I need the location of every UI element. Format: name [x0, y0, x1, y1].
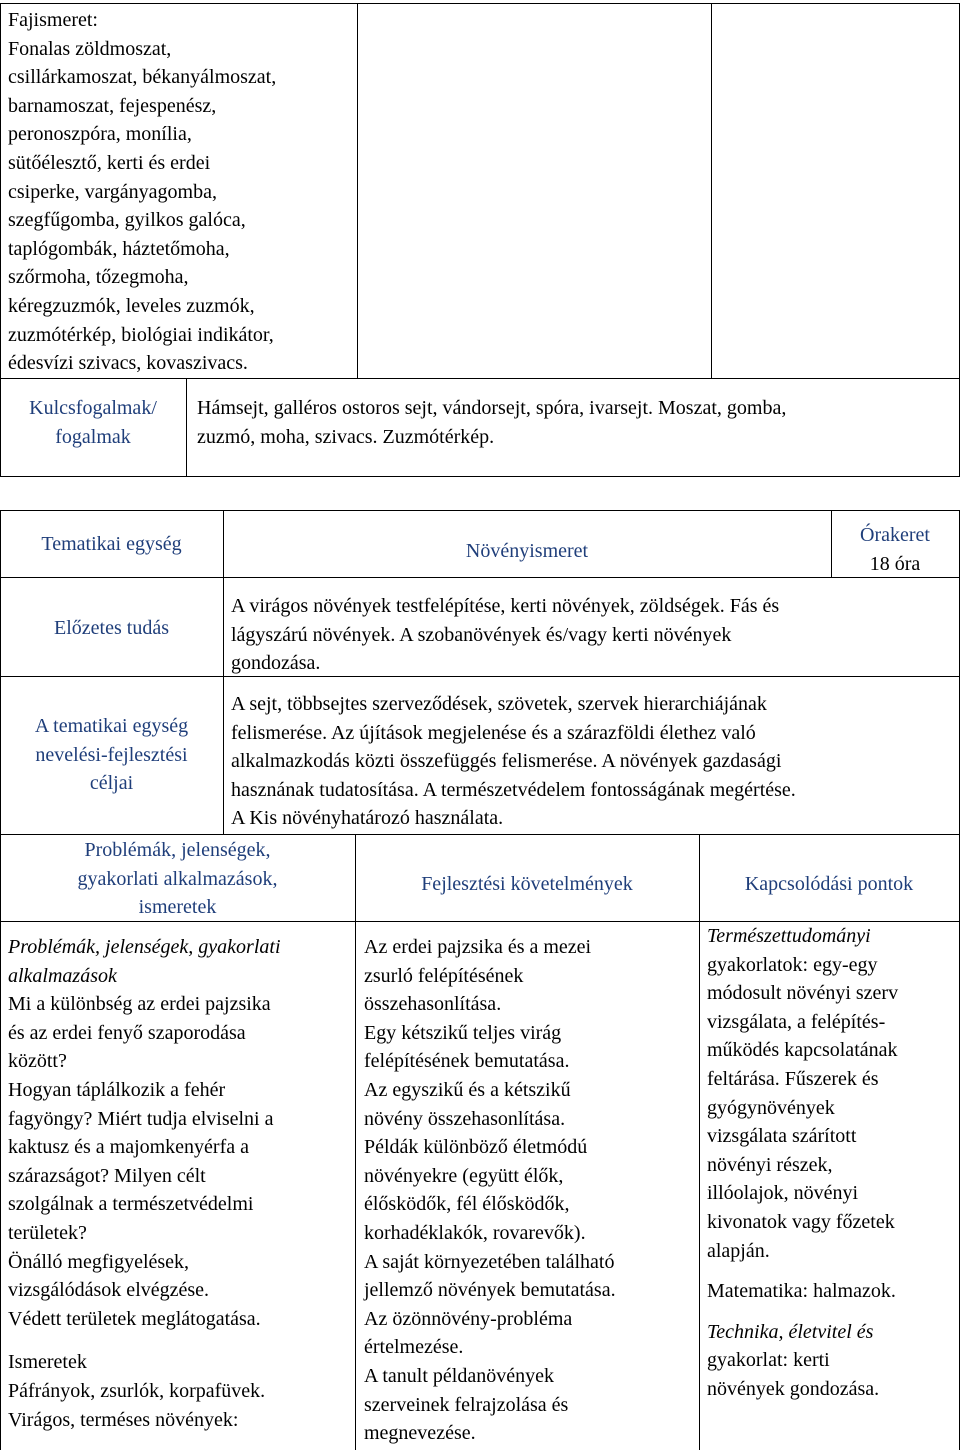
fajismeret-line: zuzmótérkép, biológiai indikátor,	[8, 323, 274, 346]
col2-line: értelmezése.	[364, 1336, 464, 1359]
col1-italic-heading	[8, 933, 353, 962]
col3-block2: Matematika: halmazok.	[707, 1280, 896, 1303]
top-table-border-top	[0, 3, 960, 4]
kulcsfogalmak-label	[0, 394, 186, 451]
top-table-label-divider	[186, 378, 187, 477]
col3-block1-line: működés kapcsolatának	[707, 1039, 898, 1062]
fajismeret-line: csillárkamoszat, békanyálmoszat,	[8, 66, 277, 89]
col1-problem-line: fagyöngy? Miért tudja elviselni a	[8, 1107, 274, 1130]
celok-line: alkalmazkodás közti összefüggés felismerése. A növények gazdasági	[231, 750, 782, 773]
fajismeret-line: barnamoszat, fejespenész,	[8, 94, 217, 117]
col3-block1-italic-text: Természettudományi	[707, 925, 871, 947]
col2-line: Egy kétszikű teljes virág	[364, 1021, 562, 1044]
celok-label	[0, 712, 223, 798]
col1-header-line: ismeretek	[138, 896, 217, 919]
unit-table-row-divider-1	[0, 577, 960, 578]
kulcsfogalmak-label-line: fogalmak	[55, 425, 131, 448]
col1-problem-line: Mi a különbség az erdei pajzsika	[8, 993, 271, 1016]
elozetes-tudas-value	[231, 592, 956, 678]
col3-block3-italic-text: Technika, életvitel és	[707, 1320, 874, 1343]
fajismeret-line: kéregzuzmók, leveles zuzmók,	[8, 294, 255, 317]
col2-line: Példák különböző életmódú	[364, 1136, 588, 1159]
col2-line: növény összehasonlítása.	[364, 1107, 566, 1130]
top-table-border-bottom	[0, 476, 960, 477]
col2-line: zsurló felépítésének	[364, 964, 524, 987]
col3-block1-line: növényi részek,	[707, 1153, 833, 1176]
celok-line: felismerése. Az újítások megjelenése és a szárazföldi élethez való	[231, 721, 756, 744]
orakeret-cell	[831, 521, 959, 578]
col1-header-line: Problémák, jelenségek,	[84, 839, 271, 861]
top-table-col-divider-2	[711, 3, 712, 379]
fajismeret-heading: Fajismeret:	[8, 9, 98, 31]
celok-label-line: céljai	[89, 772, 134, 795]
col2-header: Fejlesztési követelmények	[421, 873, 633, 895]
elozetes-tudas-line: gondozása.	[231, 652, 321, 675]
col1-header	[0, 836, 355, 922]
col3-content	[707, 922, 957, 1404]
col1-content	[8, 933, 353, 1434]
celok-value	[231, 690, 956, 833]
col1-problem-line: szárazságot? Milyen célt	[8, 1164, 206, 1187]
fajismeret-line: Fonalas zöldmoszat,	[8, 37, 172, 60]
unit-table-col-divider-2	[699, 834, 700, 1450]
col1-header-line: gyakorlati alkalmazások,	[77, 867, 278, 890]
orakeret-value: 18 óra	[869, 552, 921, 575]
unit-table-col-divider-1	[355, 834, 356, 1450]
top-table-row-divider	[0, 378, 960, 379]
fajismeret-line: sütőélesztő, kerti és erdei	[8, 151, 211, 174]
orakeret-label: Órakeret	[860, 524, 930, 546]
col3-block1-italic	[707, 922, 957, 951]
col1-problem-line: Önálló megfigyelések,	[8, 1250, 190, 1273]
col3-block3-italic	[707, 1318, 957, 1347]
col1-ismeretek-heading: Ismeretek	[8, 1351, 87, 1374]
col3-block3-line: gyakorlat: kerti	[707, 1349, 830, 1372]
col1-ismeretek-line: Páfrányok, zsurlók, korpafüvek.	[8, 1379, 266, 1402]
col1-problem-line: területek?	[8, 1221, 87, 1244]
unit-title: Növényismeret	[465, 540, 589, 562]
col1-problem-line: szolgálnak a természetvédelmi	[8, 1193, 254, 1216]
col2-line: felépítésének bemutatása.	[364, 1050, 570, 1073]
col3-header: Kapcsolódási pontok	[744, 873, 914, 895]
col3-block1-line: gyógynövények	[707, 1096, 835, 1119]
col2-line: megnevezése.	[364, 1422, 476, 1445]
col2-line: szerveinek felrajzolása és	[364, 1393, 569, 1416]
col1-problem-line: és az erdei fenyő szaporodása	[8, 1021, 246, 1044]
col3-block1-line: feltárása. Fűszerek és	[707, 1067, 879, 1090]
col2-line: összehasonlítása.	[364, 993, 502, 1016]
col1-problem-line: Védett területek meglátogatása.	[8, 1307, 261, 1330]
elozetes-tudas-line: lágyszárú növények. A szobanövények és/vagy kerti növények	[231, 623, 732, 646]
kulcsfogalmak-value	[197, 394, 957, 451]
unit-table-border-top	[0, 510, 960, 511]
col3-block1-line: gyakorlatok: egy-egy	[707, 953, 878, 976]
unit-table-border-left	[0, 510, 1, 1450]
top-table-col-divider-1	[357, 3, 358, 379]
col2-line: növényekre (együtt élők,	[364, 1164, 564, 1187]
tematikai-egyseg-label: Tematikai egység	[41, 533, 182, 555]
col2-line: Az özönnövény-probléma	[364, 1307, 573, 1330]
col2-line: jellemző növények bemutatása.	[364, 1279, 616, 1302]
fajismeret-line: csiperke, vargányagomba,	[8, 180, 217, 203]
col2-line: A tanult példanövények	[364, 1364, 554, 1387]
fajismeret-line: szegfűgomba, gyilkos galóca,	[8, 209, 246, 232]
col1-problem-line: között?	[8, 1050, 67, 1073]
fajismeret-line: édesvízi szivacs, kovaszivacs.	[8, 352, 248, 375]
fajismeret-line: szőrmoha, tőzegmoha,	[8, 266, 189, 289]
celok-label-line: A tematikai egység	[34, 715, 189, 737]
celok-line: A Kis növényhatározó használata.	[231, 807, 504, 830]
col1-italic-heading-line: Problémák, jelenségek, gyakorlati	[8, 936, 281, 958]
celok-line: A sejt, többsejtes szerveződések, szövetek, szervek hierarchiájának	[231, 693, 767, 715]
unit-table-row-divider-3	[0, 834, 960, 835]
col1-italic-heading-line: alkalmazások	[8, 964, 117, 987]
col2-content	[364, 933, 697, 1448]
col3-block1-line: kivonatok vagy főzetek	[707, 1210, 895, 1233]
col1-italic-heading	[8, 962, 353, 991]
col2-line: Az egyszikű és a kétszikű	[364, 1078, 571, 1101]
elozetes-tudas-label: Előzetes tudás	[54, 617, 169, 639]
col2-line: korhadéklakók, rovarevők).	[364, 1221, 586, 1244]
col3-block1-line: vizsgálata szárított	[707, 1125, 857, 1148]
celok-label-line: nevelési-fejlesztési	[35, 743, 188, 766]
col3-block1-line: alapján.	[707, 1239, 770, 1262]
fajismeret-cell	[8, 6, 353, 378]
celok-line: hasznának tudatosítása. A természetvédelem fontosságának megértése.	[231, 778, 796, 801]
fajismeret-line: taplógombák, háztetőmoha,	[8, 237, 230, 260]
col3-block1-line: módosult növényi szerv	[707, 982, 899, 1005]
col3-block3-line: növények gondozása.	[707, 1377, 880, 1400]
col2-line: élősködők, fél élősködők,	[364, 1193, 570, 1216]
col1-problem-line: vizsgálódások elvégzése.	[8, 1279, 210, 1302]
col3-block1-line: illóolajok, növényi	[707, 1182, 859, 1205]
kulcsfogalmak-line: Hámsejt, galléros ostoros sejt, vándorsejt, spóra, ivarsejt. Moszat, gomba,	[197, 397, 787, 419]
col1-problem-line: kaktusz és a majomkenyérfa a	[8, 1136, 250, 1159]
kulcsfogalmak-line: zuzmó, moha, szivacs. Zuzmótérkép.	[197, 425, 495, 448]
fajismeret-line: peronoszpóra, monília,	[8, 123, 192, 146]
col1-ismeretek-line: Virágos, terméses növények:	[8, 1408, 239, 1431]
elozetes-tudas-line: A virágos növények testfelépítése, kerti növények, zöldségek. Fás és	[231, 595, 780, 617]
col2-line: A saját környezetében található	[364, 1250, 615, 1273]
kulcsfogalmak-label-line: Kulcsfogalmak/	[29, 397, 157, 419]
col2-line: Az erdei pajzsika és a mezei	[364, 936, 592, 958]
col3-block1-line: vizsgálata, a felépítés-	[707, 1010, 886, 1033]
col1-problem-line: Hogyan táplálkozik a fehér	[8, 1078, 226, 1101]
